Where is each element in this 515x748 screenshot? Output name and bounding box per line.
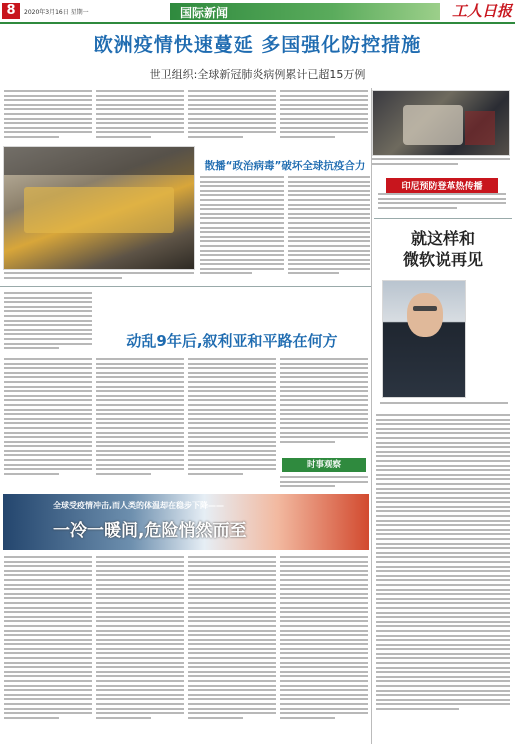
column-badge: 时事观察 [282, 458, 366, 472]
economy-headline: 一冷一暖间,危险悄然而至 [53, 521, 247, 541]
main-subheadline: 世卫组织:全球新冠肺炎病例累计已超15万例 [149, 68, 366, 81]
feature-headline-line-1: 就这样和 [410, 229, 475, 248]
main-headline: 欧洲疫情快速蔓延 多国强化防控措施 [93, 34, 422, 56]
feature-headline-line-2: 微软说再见 [402, 250, 483, 269]
article-column [188, 556, 276, 744]
photo-caption [372, 158, 510, 170]
article-column [96, 556, 184, 744]
article-column [96, 358, 184, 490]
sub-headline-politics-virus: 散播“政治病毒”破坏全球抗疫合力 [204, 160, 366, 172]
article-column [188, 90, 276, 142]
section-divider [374, 218, 512, 219]
photo-caption [4, 272, 194, 282]
section-banner [170, 3, 440, 20]
article-column [280, 358, 368, 454]
ad-caption: 印尼预防登革热传播 [386, 178, 498, 193]
page-number-badge: 8 [2, 3, 20, 19]
article-column [4, 556, 92, 744]
section-divider [0, 286, 372, 287]
article-column [4, 358, 92, 490]
article-column [4, 292, 92, 354]
article-column [288, 176, 370, 284]
photo-caption [380, 402, 508, 408]
article-column [96, 90, 184, 142]
column-divider [371, 88, 372, 744]
ad-text [378, 193, 506, 215]
article-column [280, 476, 368, 490]
header-rule [0, 22, 515, 24]
masthead-logo: 工人日报 [451, 2, 512, 20]
portrait-photo [382, 280, 466, 398]
article-column [280, 90, 368, 142]
issue-date: 2020年3月16日 星期一 [24, 9, 89, 16]
economy-tagline: 全球受疫情冲击,而人类的体温却在稳步下降—— [53, 501, 225, 510]
news-photo [3, 146, 195, 270]
news-photo [372, 90, 510, 156]
feature-headline [374, 228, 512, 270]
syria-headline: 动乱9年后,叙利亚和平路在何方 [126, 332, 338, 350]
article-column [4, 90, 92, 142]
article-column [200, 176, 284, 284]
economy-banner [3, 494, 369, 550]
section-title: 国际新闻 [180, 6, 229, 20]
article-column [376, 414, 510, 744]
article-column [280, 556, 368, 744]
article-column [188, 358, 276, 490]
